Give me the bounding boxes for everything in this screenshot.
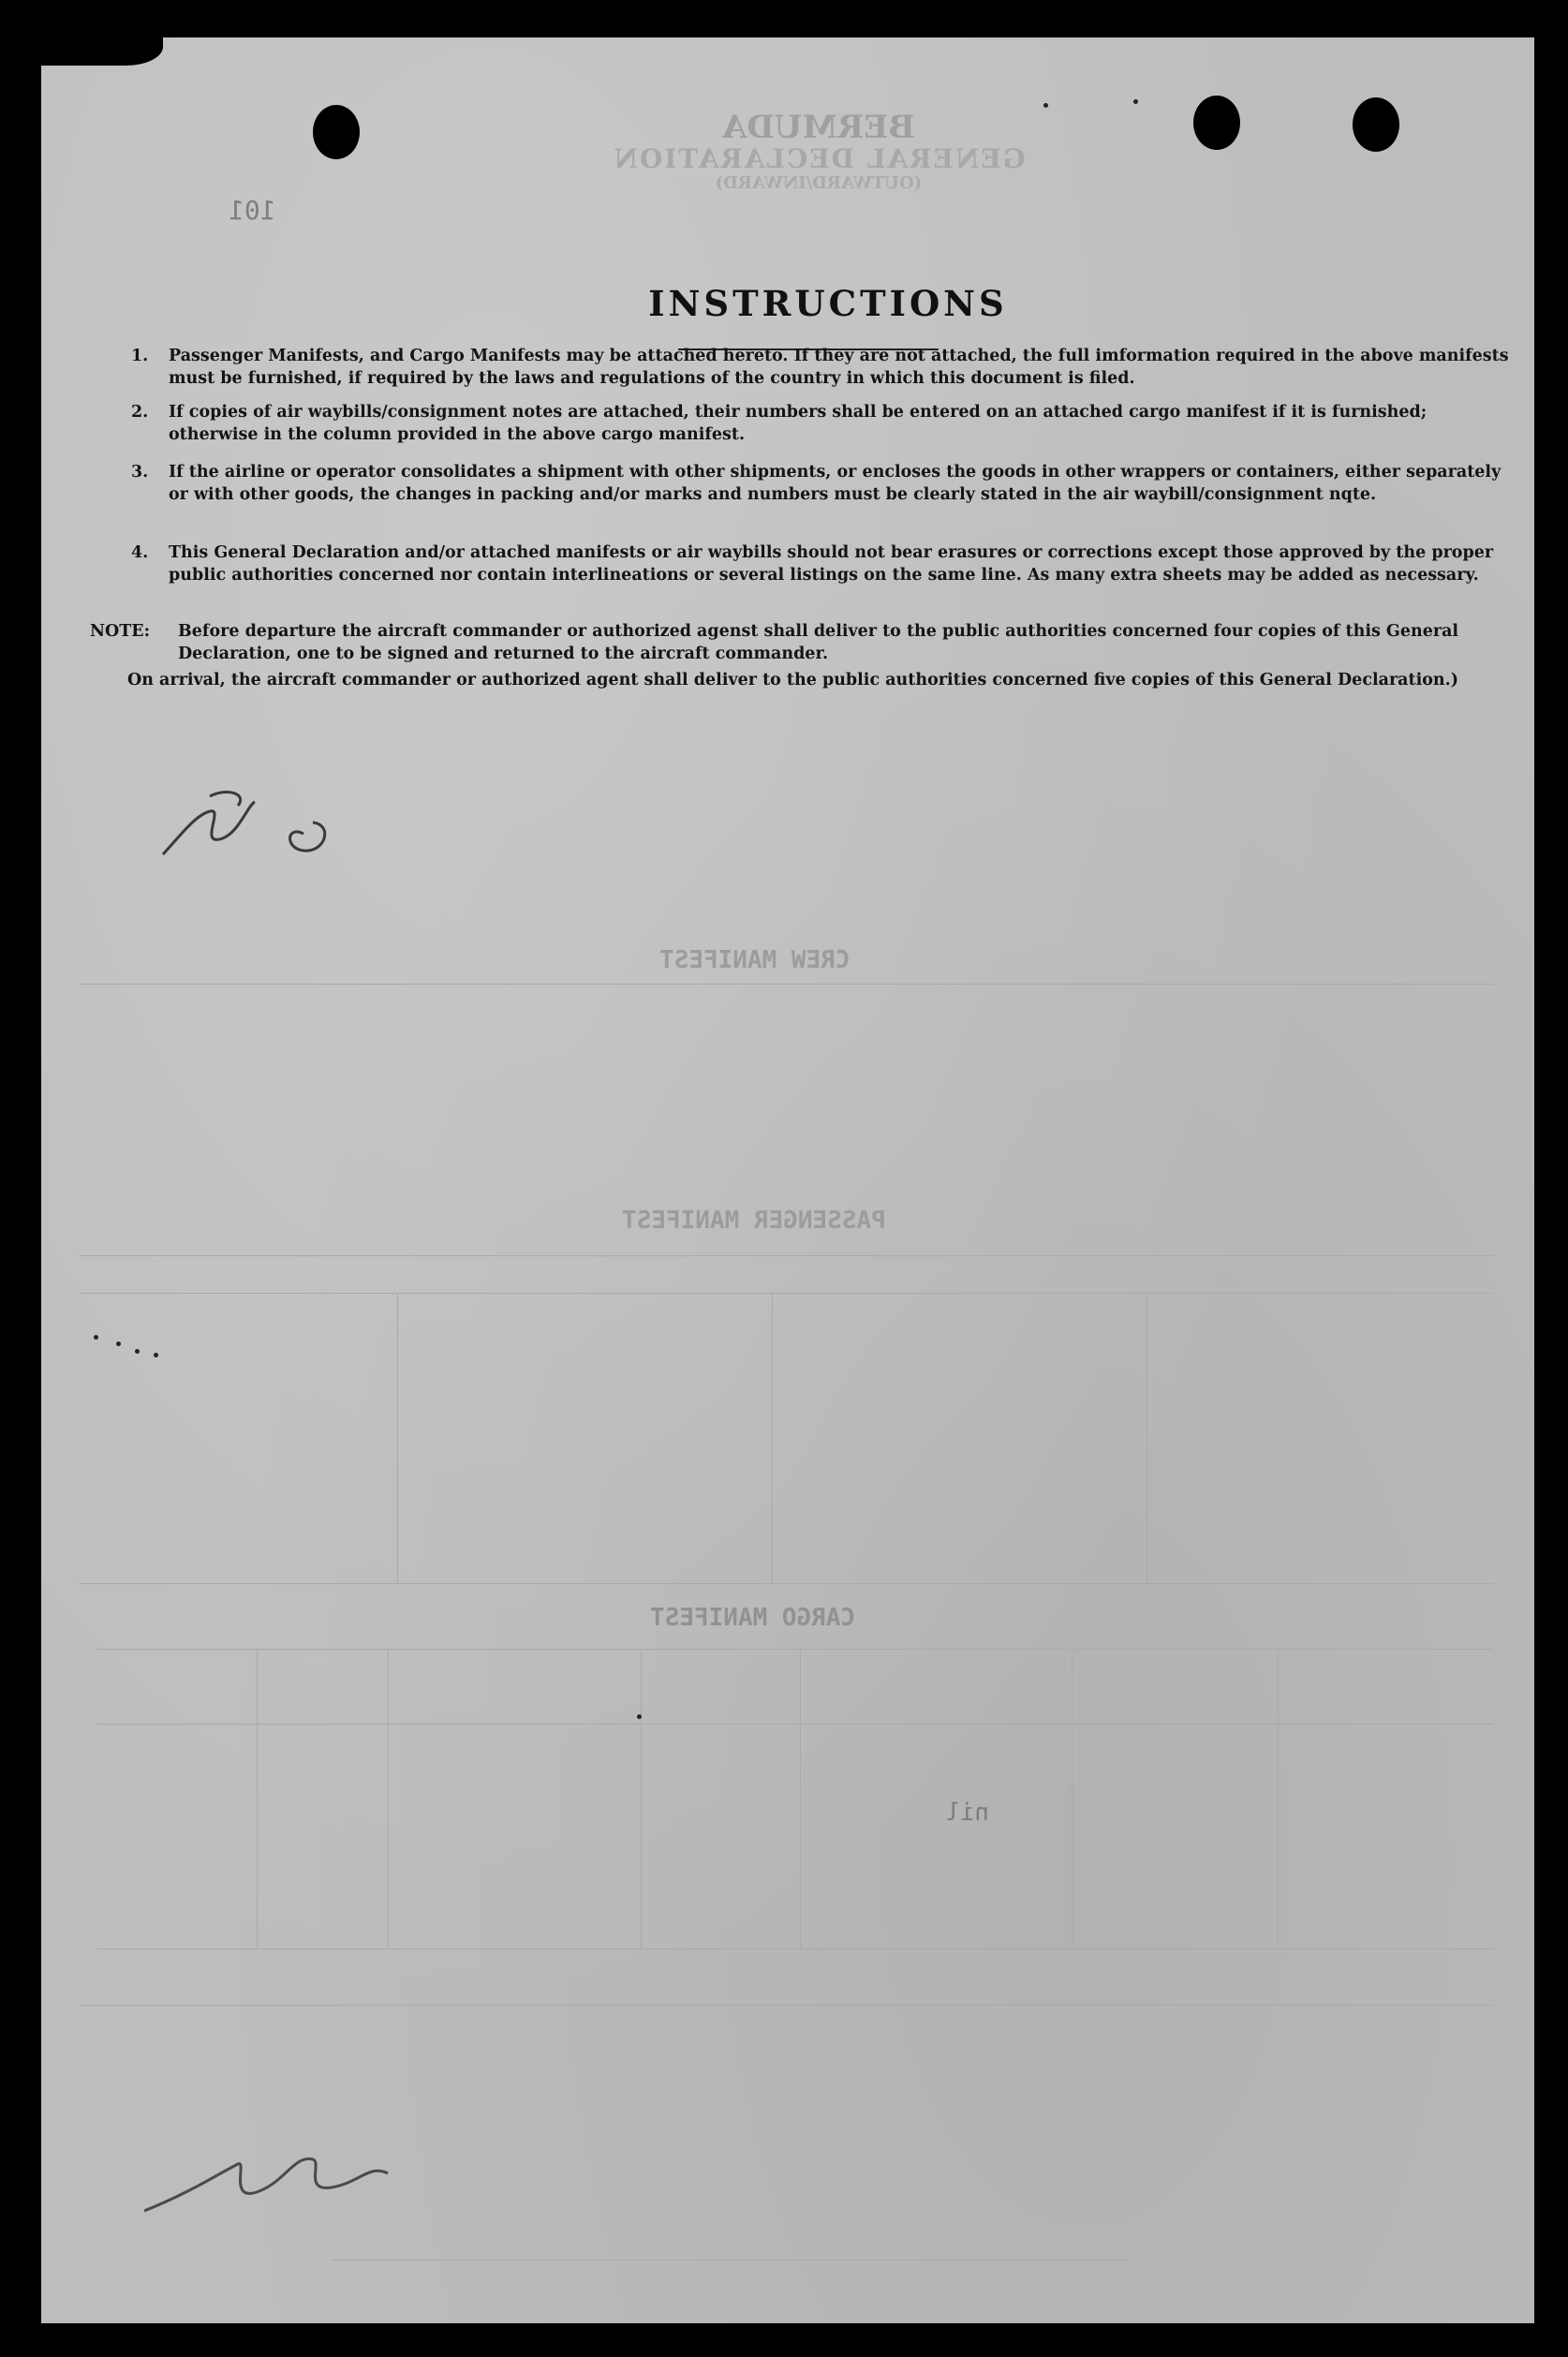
handwritten-mark bbox=[144, 768, 350, 871]
ghost-rule bbox=[79, 2005, 1493, 2006]
punch-hole bbox=[313, 105, 360, 159]
instruction-text: If copies of air waybills/consignment notes are attached, their numbers shall be entered on an attached cargo manifest if it is furnished; otherwise in the column provided in the above cargo manifest. bbox=[169, 403, 1427, 444]
ghost-rule bbox=[97, 1724, 1493, 1725]
instruction-text: This General Declaration and/or attached manifests or air waybills should not bear erasures or corrections except those approved by the proper public authorities concerned nor contain interlineations or several listings on the same line. As many extra sheets may be added as necessary. bbox=[169, 543, 1494, 585]
ghost-cargo-manifest-heading: CARGO MANIFEST bbox=[650, 1604, 856, 1632]
ghost-rule bbox=[659, 2260, 1128, 2261]
speck bbox=[154, 1353, 158, 1357]
speck bbox=[94, 1335, 98, 1340]
instruction-number: 4. bbox=[131, 543, 149, 562]
ghost-column bbox=[397, 1293, 398, 1583]
ghost-column bbox=[1278, 1649, 1279, 1949]
ghost-rule bbox=[79, 1255, 1493, 1256]
instruction-text: If the airline or operator consolidates a shipment with other shipments, or encloses the goods in other wrappers or containers, either separately or with other goods, the changes in packing and/or marks and numbers must be clearly stated in the air waybill/consignment nqte. bbox=[169, 463, 1501, 504]
ghost-column bbox=[388, 1649, 389, 1949]
ghost-column bbox=[257, 1649, 258, 1949]
punch-hole bbox=[1193, 96, 1240, 150]
note-label: NOTE: bbox=[90, 622, 151, 641]
torn-corner bbox=[41, 37, 163, 66]
ghost-column bbox=[641, 1649, 642, 1949]
instruction-item bbox=[131, 401, 1517, 446]
ghost-crew-manifest-heading: CREW MANIFEST bbox=[659, 946, 851, 974]
instruction-item bbox=[131, 541, 1517, 586]
ghost-form-header bbox=[603, 111, 1034, 193]
ghost-rule bbox=[79, 984, 1493, 985]
instruction-text: Passenger Manifests, and Cargo Manifests may be attached hereto. If they are not attached, the full imformation required in the above manifests must be furnished, if required by the laws and regulations of the country in which this document is filed. bbox=[169, 347, 1509, 388]
speck bbox=[637, 1714, 642, 1719]
instruction-item bbox=[131, 461, 1517, 506]
speck bbox=[135, 1349, 140, 1354]
handwritten-signature bbox=[135, 2136, 416, 2230]
ghost-direction: (OUTWARD/INWARD) bbox=[715, 173, 923, 194]
punch-hole bbox=[1353, 97, 1399, 152]
ghost-rule bbox=[79, 1293, 1493, 1294]
speck bbox=[1043, 103, 1048, 108]
ghost-flight-number: 101 bbox=[229, 195, 276, 226]
ghost-passenger-manifest-heading: PASSENGER MANIFEST bbox=[622, 1207, 886, 1235]
ghost-column bbox=[772, 1293, 773, 1583]
ghost-cargo-nil: nil bbox=[945, 1799, 989, 1827]
speck bbox=[116, 1342, 121, 1346]
note-departure: Before departure the aircraft commander or authorized agenst shall deliver to the public authorities concerned four copies of this General Declaration, one to be signed and returned to the aircraft commander. bbox=[178, 622, 1459, 663]
instruction-number: 2. bbox=[131, 403, 149, 422]
ghost-column bbox=[1146, 1293, 1147, 1583]
ghost-country: BERMUDA bbox=[721, 109, 916, 146]
ghost-doc-title: GENERAL DECLARATION bbox=[612, 143, 1026, 175]
ghost-rule bbox=[332, 2260, 688, 2261]
ghost-rule bbox=[97, 1649, 1493, 1650]
document-page bbox=[41, 37, 1534, 2323]
note-arrival: On arrival, the aircraft commander or authorized agent shall deliver to the public authorities concerned five copies of this General Declaration.) bbox=[127, 671, 1459, 689]
instructions-title: INSTRUCTIONS bbox=[648, 283, 1008, 324]
instruction-item bbox=[131, 345, 1517, 390]
instruction-number: 1. bbox=[131, 347, 149, 365]
note-block bbox=[90, 620, 1517, 691]
ghost-column bbox=[800, 1649, 801, 1949]
ghost-rule bbox=[79, 1583, 1493, 1584]
speck bbox=[1133, 99, 1138, 104]
instruction-number: 3. bbox=[131, 463, 149, 482]
